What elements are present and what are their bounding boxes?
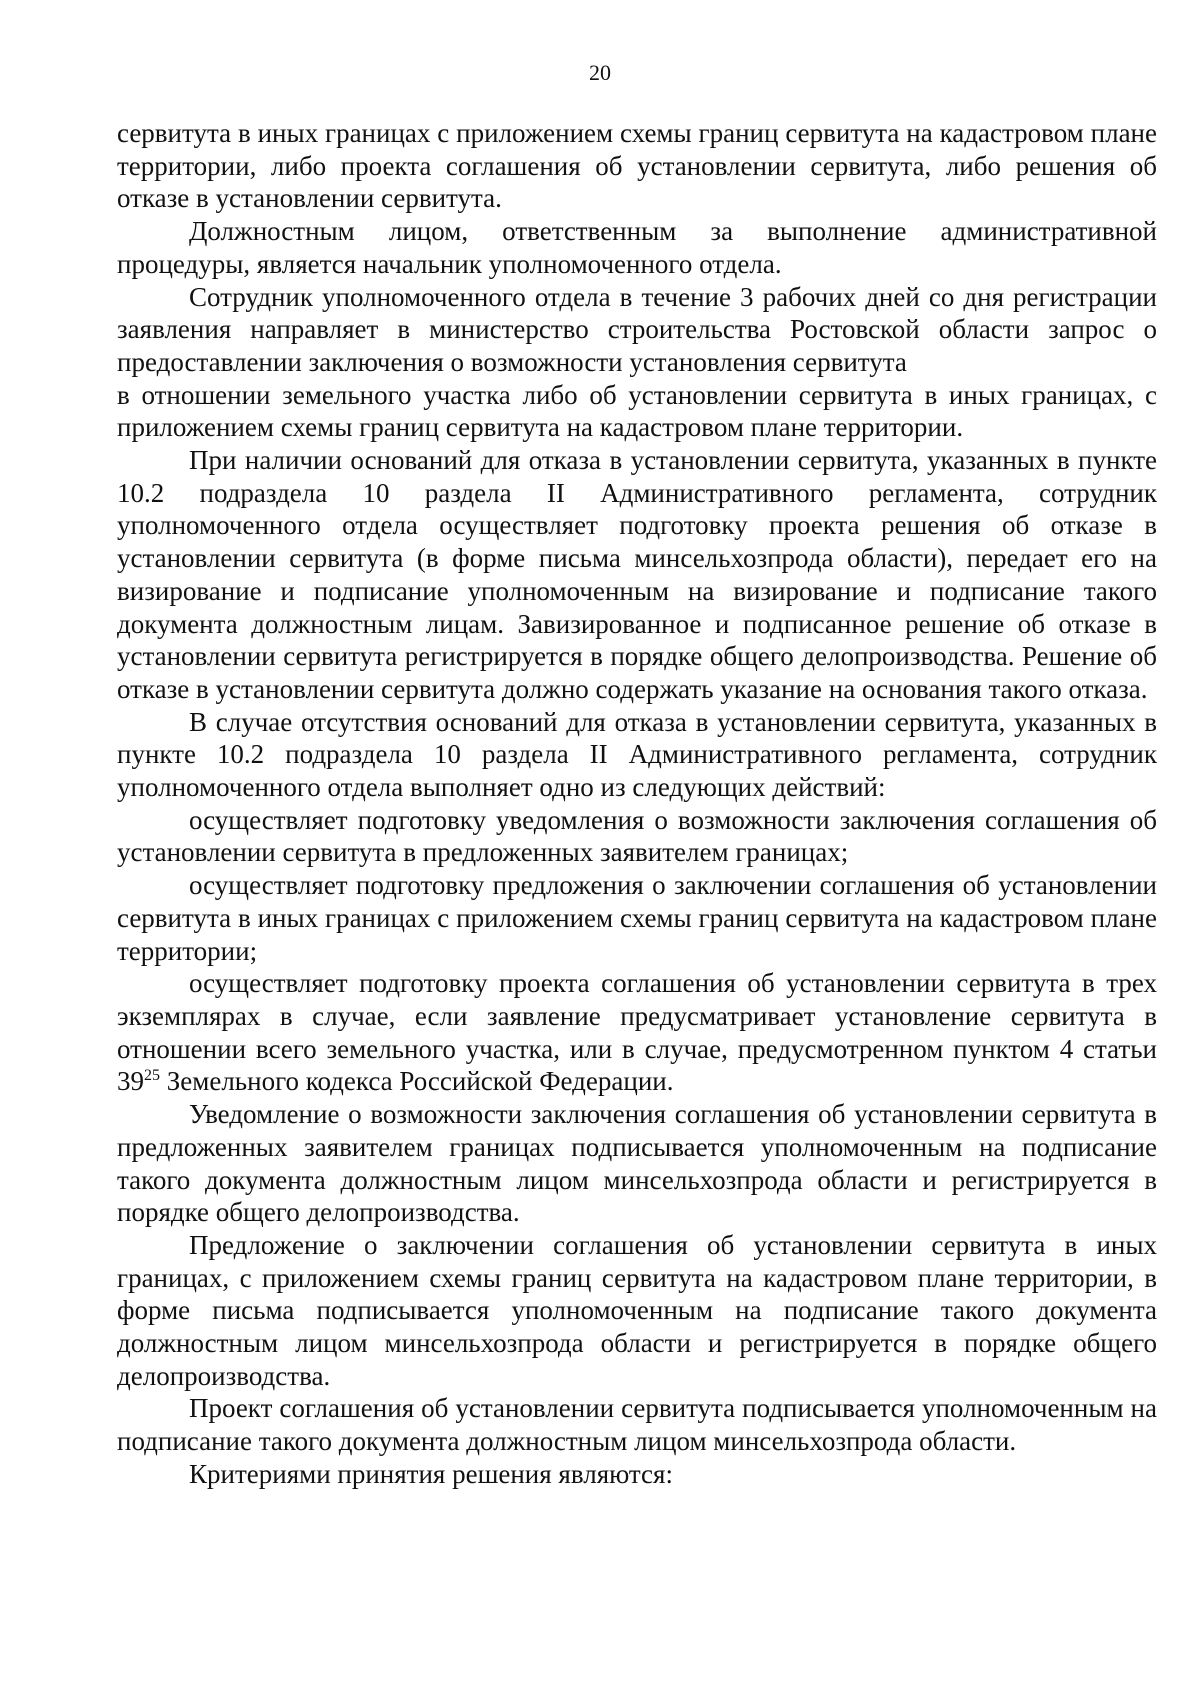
document-body [117,117,1157,1491]
paragraph-continuation: сервитута в иных границах с приложением схемы границ сервитута на кадастровом плане территории, либо проекта соглашения об установлении сервитута, либо решения об отказе в установлении сервитута. [117,118,1157,214]
paragraph-responsible-official: Должностным лицом, ответственным за выполнение административной процедуры, является начальник уполномоченного отдела. [117,216,1157,279]
paragraph-decision-criteria: Критериями принятия решения являются: [189,1458,673,1489]
paragraph-refusal-grounds: При наличии оснований для отказа в установлении сервитута, указанных в пункте 10.2 подраздела 10 раздела II Административного регламента, сотрудник уполномоченного отдела осуществляет подготовку проекта решения об отказе в установлении сервитута (в форме письма минсельхозпрода области), передает его на визирование и подписание уполномоченным на визирование и подписание такого документа должностным лицам. Завизированное и подписанное решение об отказе в установлении сервитута регистрируется в порядке общего делопроизводства. Решение об отказе в установлении сервитута должно содержать указание на основания такого отказа. [117,445,1157,704]
list-item-notification: осуществляет подготовку уведомления о возможности заключения соглашения об установлении сервитута в предложенных заявителем границах; [117,804,1157,868]
page-number: 20 [589,60,611,85]
paragraph-request-to-ministry: Сотрудник уполномоченного отдела в течение 3 рабочих дней со дня регистрации заявления направляет в министерство строительства Ростовской области запрос о предоставлении заключения о возможности установления сервитута [117,281,1157,377]
draft-agreement-text-end: Земельного кодекса Российской Федерации. [160,1066,674,1097]
paragraph-draft-signing: Проект соглашения об установлении сервитута подписывается уполномоченным на подписание такого документа должностным лицом минсельхозпрода области. [117,1393,1157,1457]
paragraph-proposal-signing: Предложение о заключении соглашения об установлении сервитута в иных границах, с приложением схемы границ сервитута на кадастровом плане территории, в форме письма подписывается уполномоченным на подписание такого документа должностным лицом минсельхозпрода области и регистрируется в порядке общего делопроизводства. [117,1229,1157,1391]
paragraph-no-refusal-grounds: В случае отсутствия оснований для отказа в установлении сервитута, указанных в пункте 10.2 подраздела 10 раздела II Административного регламента, сотрудник уполномоченного отдела выполняет одно из следующих действий: [117,706,1157,803]
list-item-proposal: осуществляет подготовку предложения о заключении соглашения об установлении сервитута в иных границах с приложением схемы границ сервитута на кадастровом плане территории; [117,870,1157,966]
list-item-draft-agreement [117,967,1157,1098]
draft-agreement-text: осуществляет подготовку проекта соглашения об установлении сервитута в трех экземплярах в случае, если заявление предусматривает установление сервитута в отношении всего земельного участка, или в случае, предусмотренном пунктом 4 статьи 39 [117,968,1157,1097]
paragraph-request-continuation: в отношении земельного участка либо об установлении сервитута в иных границах, с приложением схемы границ сервитута на кадастровом плане территории. [117,379,1157,443]
paragraph-notification-signing: Уведомление о возможности заключения соглашения об установлении сервитута в предложенных заявителем границах подписывается уполномоченным на подписание такого документа должностным лицом минсельхозпрода области и регистрируется в порядке общего делопроизводства. [117,1099,1157,1228]
article-superscript: 25 [144,1067,160,1085]
